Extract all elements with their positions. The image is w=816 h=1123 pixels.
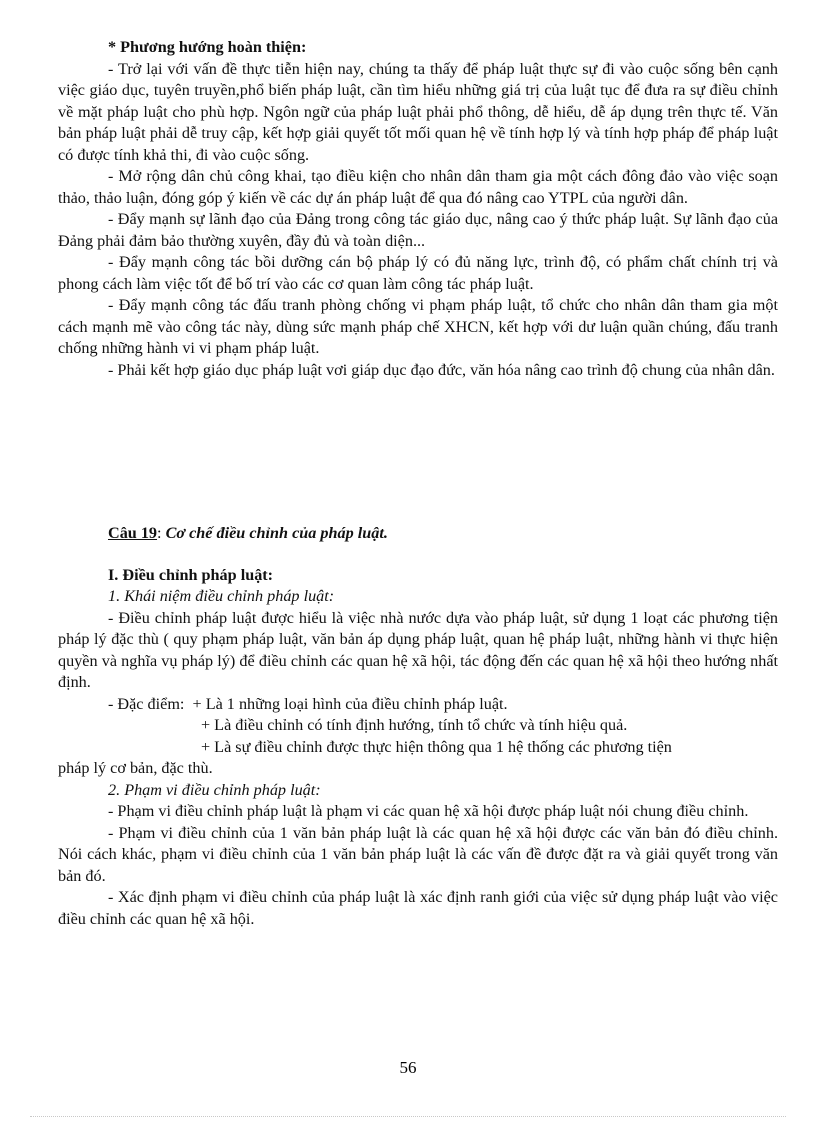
blank-space [58,545,778,565]
feature-item: + Là 1 những loại hình của điều chỉnh pháp luật. [192,694,508,713]
paragraph: - Điều chỉnh pháp luật được hiểu là việc nhà nước dựa vào pháp luật, sử dụng 1 loạt các phương tiện pháp lý đặc thù ( quy phạm pháp luật, văn bản áp dụng pháp luật, quan hệ pháp luật, những hành vi thực hiện quyền và nghĩa vụ pháp lý) để điều chỉnh các quan hệ xã hội, tác động đến các quan hệ xã hội theo hướng nhất định. [58,608,778,691]
paragraph: - Phạm vi điều chỉnh của 1 văn bản pháp luật là các quan hệ xã hội được các văn bản đó điều chỉnh. Nói cách khác, phạm vi điều chỉnh của 1 văn bản pháp luật là các vấn đề được đặt ra và giải quyết trong văn bản đó. [58,823,778,885]
paragraph: - Đẩy mạnh công tác bồi dưỡng cán bộ pháp lý có đủ năng lực, trình độ, có phẩm chất chính trị và phong cách làm việc tốt để bố trí vào các cơ quan làm công tác pháp luật. [58,253,778,293]
page-number: 56 [399,1058,417,1077]
paragraph: - Xác định phạm vi điều chỉnh của pháp luật là xác định ranh giới của việc sử dụng pháp luật vào việc điều chỉnh các quan hệ xã hội. [58,888,778,928]
paragraph: - Phạm vi điều chỉnh pháp luật là phạm vi các quan hệ xã hội được pháp luật nói chung điều chỉnh. [108,802,749,820]
paragraph: - Mở rộng dân chủ công khai, tạo điều kiện cho nhân dân tham gia một cách đông đảo vào việc soạn thảo, thảo luận, đóng góp ý kiến về các dự án pháp luật để qua đó nâng cao YTPL của người dân. [58,167,778,207]
question-number: Câu 19 [108,524,158,542]
features-line [58,694,778,716]
feature-item: + Là sự điều chỉnh được thực hiện thông qua 1 hệ thống các phương tiện [201,737,672,756]
feature-item: + Là điều chỉnh có tính định hướng, tính tổ chức và tính hiệu quả. [201,716,628,734]
question-title [58,523,778,545]
paragraph: - Đẩy mạnh sự lãnh đạo của Đảng trong công tác giáo dục, nâng cao ý thức pháp luật. Sự lãnh đạo của Đảng phải đảm bảo thường xuyên, đầy đủ và toàn diện... [58,210,778,250]
blank-space [58,381,778,523]
features-label: - Đặc điểm: [108,694,185,713]
part-heading: I. Điều chỉnh pháp luật: [108,565,274,584]
question-topic: Cơ chế điều chỉnh của pháp luật. [165,524,388,542]
section-heading: * Phương hướng hoàn thiện: [108,38,307,56]
page-bottom-divider [30,1116,786,1117]
question-separator: : [157,524,166,542]
subsection-title: 2. Phạm vi điều chỉnh pháp luật: [108,780,321,799]
feature-item-continued: pháp lý cơ bản, đặc thù. [58,759,213,777]
subsection-title: 1. Khái niệm điều chỉnh pháp luật: [108,587,335,605]
paragraph: - Phải kết hợp giáo dục pháp luật vơi giáp dục đạo đức, văn hóa nâng cao trình độ chung của nhân dân. [108,360,775,379]
document-body [58,37,778,930]
paragraph: - Đẩy mạnh công tác đấu tranh phòng chống vi phạm pháp luật, tổ chức cho nhân dân tham gia một cách mạnh mẽ vào công tác này, dùng sức mạnh pháp chế XHCN, kết hợp với dư luận quần chúng, đấu tranh chống những hành vi vi phạm pháp luật. [58,296,778,357]
paragraph: - Trở lại với vấn đề thực tiễn hiện nay, chúng ta thấy để pháp luật thực sự đi vào cuộc sống bên cạnh việc giáo dục, tuyên truyền,phổ biến pháp luật, cần tìm hiểu những giá trị của luật tục để đưa ra sự điều chỉnh về mặt pháp luật cho phù hợp. Ngôn ngữ của pháp luật phải phổ thông, dễ hiểu, dễ áp dụng trên thực tế. Văn bản pháp luật phải dễ truy cập, kết hợp giải quyết tốt mối quan hệ về tính hợp lý và tính hợp pháp để pháp luật có được tính khả thi, đi vào cuộc sống. [58,59,778,164]
